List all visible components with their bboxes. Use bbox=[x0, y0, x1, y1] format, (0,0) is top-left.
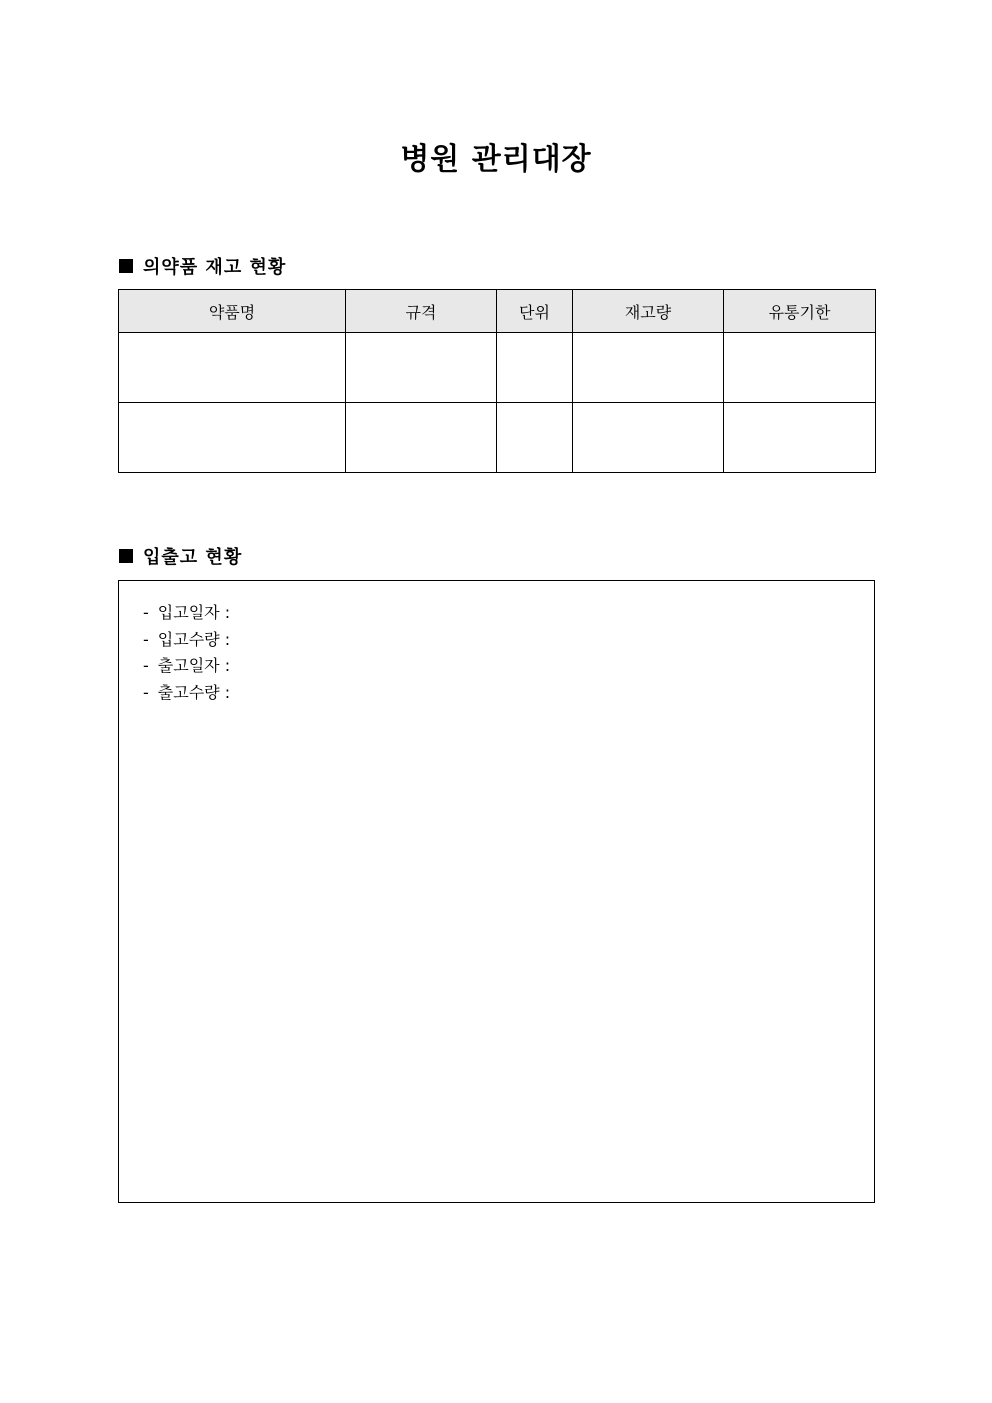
dash-bullet: - bbox=[143, 629, 149, 649]
inout-section-heading bbox=[119, 543, 242, 569]
column-header-unit: 단위 bbox=[497, 290, 573, 333]
inventory-table bbox=[118, 289, 876, 473]
page-title: 병원 관리대장 bbox=[400, 142, 592, 177]
table-cell[interactable] bbox=[573, 333, 724, 403]
table-cell[interactable] bbox=[724, 403, 876, 473]
list-item bbox=[143, 653, 874, 680]
table-cell[interactable] bbox=[346, 403, 497, 473]
table-cell[interactable] bbox=[573, 403, 724, 473]
column-header-drug-name: 약품명 bbox=[119, 290, 346, 333]
inout-item-label: 입고수량 : bbox=[157, 629, 231, 649]
list-item bbox=[143, 600, 874, 627]
table-cell[interactable] bbox=[724, 333, 876, 403]
column-header-expiry: 유통기한 bbox=[724, 290, 876, 333]
dash-bullet: - bbox=[143, 656, 149, 676]
list-item bbox=[143, 680, 874, 707]
inout-box[interactable] bbox=[118, 580, 875, 1203]
column-header-spec: 규격 bbox=[346, 290, 497, 333]
inout-item-label: 출고일자 : bbox=[157, 656, 231, 676]
list-item bbox=[143, 627, 874, 654]
dash-bullet: - bbox=[143, 603, 149, 622]
table-cell[interactable] bbox=[346, 333, 497, 403]
table-cell[interactable] bbox=[497, 403, 573, 473]
inout-heading-label: 입출고 현황 bbox=[143, 547, 243, 568]
column-header-stock: 재고량 bbox=[573, 290, 724, 333]
inout-item-label: 출고수량 : bbox=[157, 683, 231, 703]
table-row bbox=[119, 333, 876, 403]
table-cell[interactable] bbox=[119, 403, 346, 473]
table-cell[interactable] bbox=[119, 333, 346, 403]
inventory-heading-label: 의약품 재고 현황 bbox=[143, 257, 287, 278]
inout-list bbox=[119, 581, 874, 707]
square-bullet-icon bbox=[119, 549, 133, 563]
inventory-section-heading bbox=[119, 253, 286, 279]
table-header-row bbox=[119, 290, 876, 333]
inout-item-label: 입고일자 : bbox=[157, 603, 231, 622]
dash-bullet: - bbox=[143, 683, 149, 703]
table-cell[interactable] bbox=[497, 333, 573, 403]
table-row bbox=[119, 403, 876, 473]
square-bullet-icon bbox=[119, 259, 133, 273]
